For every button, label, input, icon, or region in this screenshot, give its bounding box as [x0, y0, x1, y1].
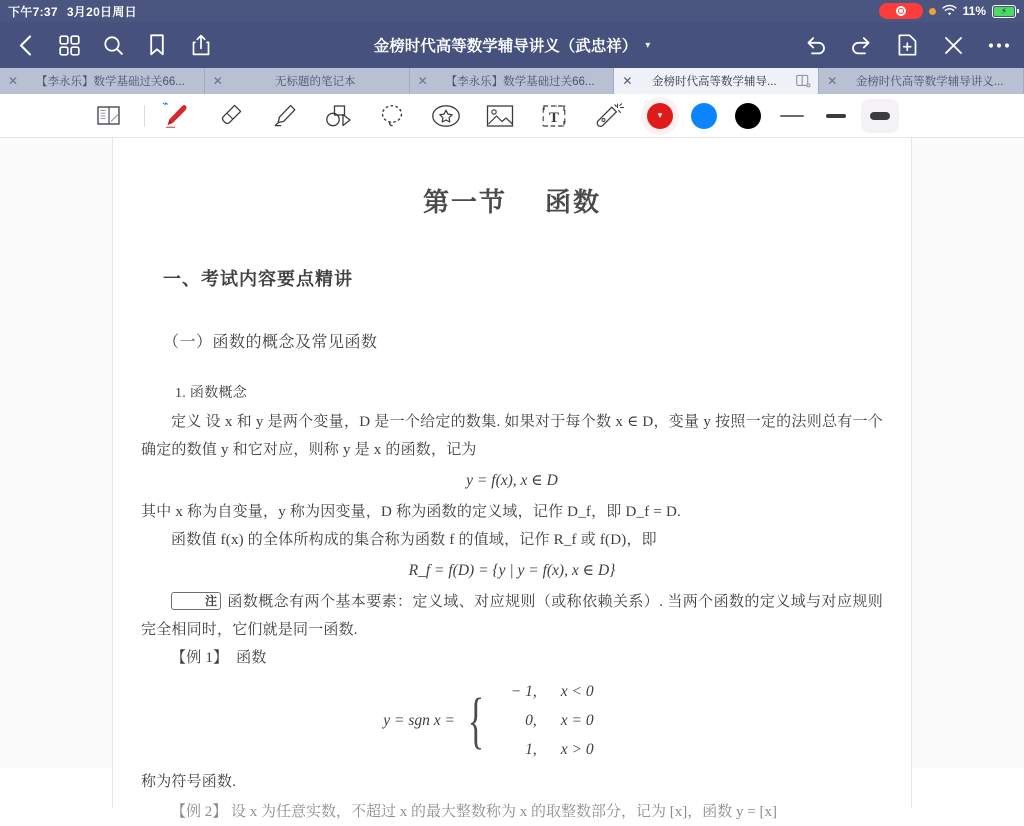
chapter-name: 函数	[545, 187, 602, 217]
document-canvas[interactable]	[0, 138, 1024, 820]
note-badge: 注	[171, 592, 221, 610]
tab-label: 【李永乐】数学基础过关66...	[445, 76, 595, 88]
tab-label: 金榜时代高等数学辅导讲义...	[855, 76, 1004, 88]
piecewise-equation	[141, 680, 883, 762]
color-swatch-black[interactable]	[729, 97, 767, 135]
share-icon[interactable]	[186, 30, 216, 60]
heading-level-3: 1. 函数概念	[175, 386, 248, 401]
paragraph-sign-function: 称为符号函数.	[141, 774, 237, 790]
stroke-thick[interactable]	[861, 99, 899, 133]
example-label: 【例 1】	[171, 650, 229, 666]
page-layout-icon[interactable]	[88, 98, 130, 134]
color-swatch-black-dot	[735, 103, 761, 129]
chevron-down-icon[interactable]: ▾	[645, 39, 651, 51]
tab-label: 无标题的笔记本	[274, 76, 356, 88]
section-title	[141, 182, 883, 219]
tab-close-icon[interactable]: ✕	[827, 74, 838, 88]
more-options-icon[interactable]	[984, 30, 1014, 60]
piecewise-lhs: y = sgn x =	[383, 712, 455, 729]
magic-wand-icon[interactable]	[587, 98, 629, 134]
shapes-icon[interactable]	[317, 98, 359, 134]
image-icon[interactable]	[479, 98, 521, 134]
tab-item-3-active[interactable]	[614, 68, 819, 94]
tab-item-1[interactable]	[205, 68, 410, 94]
heading-level-2: （一）函数的概念及常见函数	[163, 334, 378, 351]
back-chevron-icon[interactable]	[10, 30, 40, 60]
mic-in-use-dot-icon	[929, 8, 936, 15]
tab-close-icon[interactable]: ✕	[8, 74, 19, 88]
heading-level-1: 一、考试内容要点精讲	[163, 269, 353, 289]
piecewise-cases	[493, 680, 641, 762]
redo-icon[interactable]	[846, 30, 876, 60]
equation-1: y = f(x), x ∈ D	[466, 472, 558, 489]
tab-close-icon[interactable]: ✕	[417, 74, 428, 88]
case-value: 1,	[525, 741, 537, 758]
color-swatch-blue[interactable]	[685, 97, 723, 135]
sticker-icon[interactable]	[425, 98, 467, 134]
tab-item-2[interactable]	[410, 68, 615, 94]
case-condition: x < 0	[560, 683, 594, 700]
paragraph-domain: 其中 x 称为自变量，y 称为因变量，D 称为函数的定义域，记作 D_f，即 D_f = D.	[141, 504, 681, 520]
document-tab-bar	[0, 68, 1024, 94]
close-icon[interactable]	[938, 30, 968, 60]
search-icon[interactable]	[98, 30, 128, 60]
nav-left-actions	[10, 30, 216, 60]
toolbar-divider	[144, 105, 145, 127]
color-swatch-red-dot	[647, 103, 673, 129]
case-condition: x = 0	[560, 712, 594, 729]
stroke-medium[interactable]	[817, 99, 855, 133]
text-box-icon[interactable]	[533, 98, 575, 134]
left-brace-icon: {	[467, 687, 485, 755]
stroke-thick-line	[870, 112, 890, 120]
lasso-select-icon[interactable]	[371, 98, 413, 134]
status-bar-right	[879, 3, 1016, 19]
highlighter-icon[interactable]	[263, 98, 305, 134]
undo-icon[interactable]	[800, 30, 830, 60]
stroke-thin[interactable]	[773, 99, 811, 133]
pen-icon[interactable]	[155, 98, 197, 134]
case-row	[493, 738, 641, 762]
example-text: 函数	[236, 650, 267, 666]
paragraph-range: 函数值 f(x) 的全体所构成的集合称为函数 f 的值域，记作 R_f 或 f(D)，即	[171, 532, 657, 548]
battery-icon: ⚡	[992, 5, 1016, 18]
add-page-icon[interactable]	[892, 30, 922, 60]
case-row	[493, 680, 641, 704]
top-navigation-bar	[0, 22, 1024, 68]
thumbnail-grid-icon[interactable]	[54, 30, 84, 60]
page-title: 金榜时代高等数学辅导讲义（武忠祥）	[373, 38, 638, 55]
eraser-icon[interactable]	[209, 98, 251, 134]
case-condition: x > 0	[560, 741, 594, 758]
color-swatch-blue-dot	[691, 103, 717, 129]
paragraph-example-2-clipped: 【例 2】 设 x 为任意实数，不超过 x 的最大整数称为 x 的取整数部分，记为 [x]，函数 y = [x]	[171, 804, 777, 820]
case-row	[493, 709, 641, 733]
split-view-icon[interactable]	[796, 74, 810, 88]
paragraph-definition: 定义 设 x 和 y 是两个变量，D 是一个给定的数集. 如果对于每个数 x ∈ D，变量 y 按照一定的法则总有一个确定的数值 y 和它对应，则称 y 是 x 的函数，记为	[141, 414, 883, 458]
color-swatch-red[interactable]	[641, 97, 679, 135]
stroke-medium-line	[826, 114, 846, 118]
status-date: 3月20日周日	[66, 4, 137, 19]
ios-status-bar	[0, 0, 1024, 22]
ink-toolbar	[0, 94, 1024, 138]
note-text: 函数概念有两个基本要素：定义域、对应规则（或称依赖关系）. 当两个函数的定义域与对应规则完全相同时，它们就是同一函数.	[141, 594, 883, 638]
nav-right-actions	[800, 30, 1014, 60]
chapter-title: 第一节	[422, 187, 507, 217]
tab-item-0[interactable]	[0, 68, 205, 94]
equation-2: R_f = f(D) = {y | y = f(x), x ∈ D}	[408, 562, 616, 579]
status-time: 下午7:37	[8, 4, 58, 19]
tab-close-icon[interactable]: ✕	[622, 74, 633, 88]
chevron-down-icon: ▾	[657, 110, 663, 120]
tab-label: 【李永乐】数学基础过关66...	[35, 76, 185, 88]
bluetooth-icon: ⌁	[162, 97, 169, 110]
tab-label: 金榜时代高等数学辅导...	[652, 76, 777, 88]
status-bar-left	[8, 3, 137, 20]
case-value: 0,	[525, 712, 537, 729]
tab-close-icon[interactable]: ✕	[212, 74, 223, 88]
pdf-page[interactable]	[112, 138, 912, 820]
paragraph-example-1	[141, 644, 883, 672]
page-content	[113, 138, 911, 826]
bookmark-icon[interactable]	[142, 30, 172, 60]
paragraph-note	[141, 588, 883, 644]
battery-percent: 11%	[962, 4, 986, 18]
tab-item-4[interactable]	[819, 68, 1024, 94]
screen-record-icon[interactable]	[879, 3, 923, 19]
stroke-thin-line	[780, 115, 804, 117]
svg-text:T: T	[548, 109, 560, 126]
wifi-icon	[942, 5, 957, 17]
case-value: − 1,	[510, 683, 537, 700]
